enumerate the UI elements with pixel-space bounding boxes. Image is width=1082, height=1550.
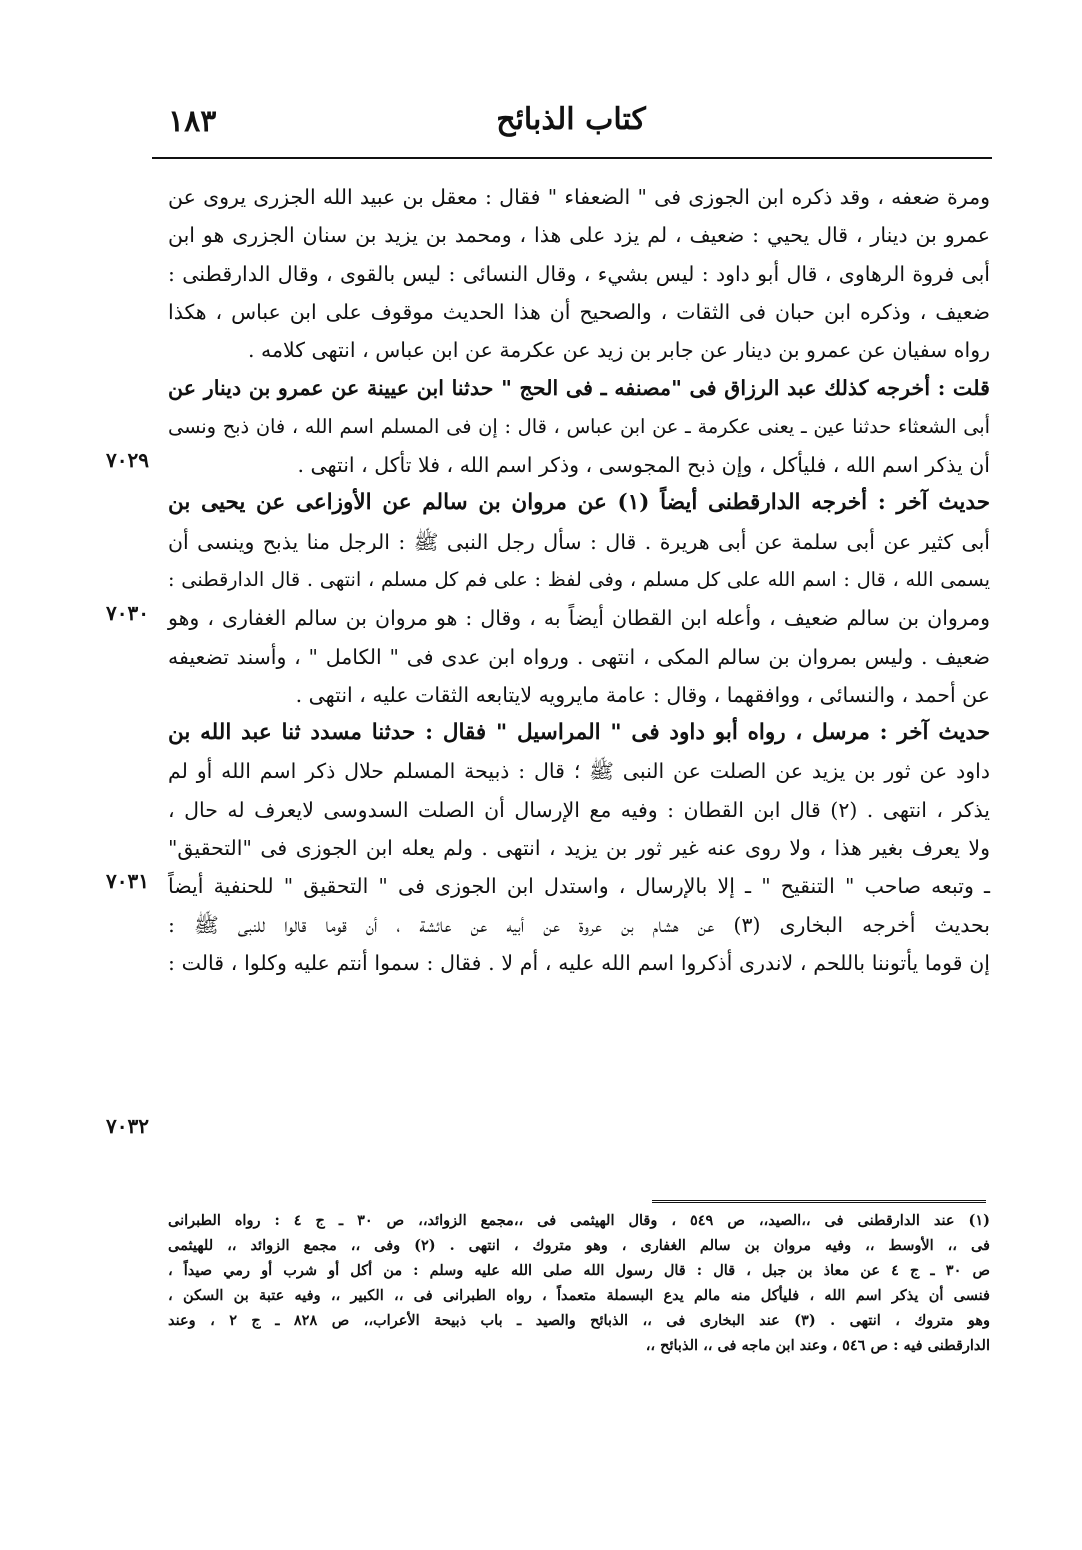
text-line: يسمى الله ، قال : اسم الله على كل مسلم ، وفى لفظ : على فم كل مسلم ، انتهى . قال الدارقطنى : bbox=[168, 567, 990, 591]
hadith-number: ٧٠٣٠ bbox=[106, 601, 149, 625]
footnote-line: فنسى أن يذكر اسم الله ، فليأكل منه مالم يدع البسملة متعمداً ، رواه الطبرانى فى ،، الكبير ،، وفيه عتبة بن السكن ، bbox=[168, 1287, 990, 1304]
text-line: حديث آخر : مرسل ، رواه أبو داود فى " المراسيل " فقال : حدثنا مسدد ثنا عبد الله بن bbox=[168, 720, 990, 746]
text-line: يذكر ، انتهى . (٢) قال ابن القطان : وفيه مع الإرسال أن الصلت السدوسى لايعرف له حال ، bbox=[168, 797, 991, 822]
text-line: رواه سفيان عن عمرو بن دينار عن جابر بن زيد عن عكرمة عن ابن عباس ، انتهى كلامه . bbox=[247, 338, 990, 363]
footnote-line: (١) عند الدارقطنى فى ،،الصيد،، ص ٥٤٩ ، وقال الهيثمى فى ،،مجمع الزوائد،، ص ٣٠ ـ ج ٤ : رواه الطبرانى bbox=[168, 1212, 991, 1229]
text-line: أبى الشعثاء حدثنا عين ـ يعنى عكرمة ـ عن ابن عباس ، قال : إن فى المسلم اسم الله ، فان ذبح ونسى bbox=[168, 414, 990, 438]
text-line: عمرو بن دينار ، قال يحيي : ضعيف ، لم يزد على هذا ، ومحمد بن يزيد بن سنان الجزرى هو ابن bbox=[168, 223, 990, 248]
text-line: حديث آخر : أخرجه الدارقطنى أيضاً (١) عن مروان بن سالم عن الأوزاعى عن يحيى بن bbox=[168, 490, 990, 516]
hadith-number: ٧٠٢٩ bbox=[106, 448, 149, 472]
text-line: أن يذكر اسم الله ، فليأكل ، وإن ذبح المجوسى ، وذكر اسم الله ، فلا تأكل ، انتهى . bbox=[297, 453, 990, 478]
footnote-line: ص ٣٠ ـ ج ٤ عن معاذ بن جبل ، قال : قال رسول الله صلى الله عليه وسلم : من أكل أو شرب أو رمي صيداً ، bbox=[168, 1262, 990, 1279]
text-line: أبى فروة الرهاوى ، قال أبو داود : ليس بشيء ، وقال النسائى : ليس بالقوى ، وقال الدارقطنى : bbox=[168, 261, 990, 286]
text-line: ومروان بن سالم ضعيف ، وأعله ابن القطان أيضاً به ، وقال : هو مروان بن سالم الغفارى ، وهو bbox=[168, 606, 990, 631]
text-line: ضعيف ، وذكره ابن حبان فى الثقات ، والصحيح أن هذا الحديث موقوف على ابن عباس ، هكذا bbox=[168, 299, 991, 324]
text-line: بحديث أخرجه البخارى (٣) عن هشام بن عروة عن أبيه عن عائشة ، أن قوما قالوا للنبى ﷺ : bbox=[168, 912, 990, 937]
page-number: ١٨٣ bbox=[168, 104, 217, 139]
hadith-number: ٧٠٣٢ bbox=[106, 1114, 149, 1138]
footnote-line: فى ،، الأوسط ،، وفيه مروان بن سالم الغفارى ، وهو متروك ، انتهى . (٢) وفى ،، مجمع الزوائد ،، للهيثمى bbox=[168, 1237, 990, 1254]
footnote-rule bbox=[652, 1200, 986, 1205]
footnote-line: وهو متروك ، انتهى . (٣) عند البخارى فى ،، الذبائح والصيد ـ باب ذبيحة الأعراب،، ص ٨٢٨ ـ ج ٢ ، وعند bbox=[168, 1312, 991, 1329]
text-line: ومرة ضعفه ، وقد ذكره ابن الجوزى فى " الضعفاء " فقال : معقل بن عبيد الله الجزرى يروى عن bbox=[168, 185, 990, 209]
text-line: ضعيف . وليس بمروان بن سالم المكى ، انتهى . ورواه ابن عدى فى " الكامل " ، وأسند تضعيفه bbox=[168, 644, 990, 669]
footnote-line: الدارقطنى فيه : ص ٥٤٦ ، وعند ابن ماجه فى ،، الذبائح ،، bbox=[645, 1337, 990, 1354]
text-line: ولا يعرف بغير هذا ، ولا روى عنه غير ثور بن يزيد ، انتهى . ولم يعله ابن الجوزى فى "التحقيق" bbox=[168, 836, 990, 861]
text-line: ـ وتبعه صاحب " التنقيح " ـ إلا بالإرسال ، واستدل ابن الجوزى فى " التحقيق " للحنفية أيضاً bbox=[168, 874, 990, 899]
footnotes bbox=[168, 1208, 990, 1358]
header-rule bbox=[152, 157, 992, 159]
page-header bbox=[150, 98, 992, 158]
text-line: أبى كثير عن أبى سلمة عن أبى هريرة . قال : سأل رجل النبى ﷺ : الرجل منا يذبح وينسى أن bbox=[168, 529, 990, 554]
text-line: عن أحمد ، والنسائى ، ووافقهما ، وقال : عامة مايرويه لايتابعه الثقات عليه ، انتهى . bbox=[295, 682, 990, 707]
text-line: قلت : أخرجه كذلك عبد الرزاق فى "مصنفه ـ فى الحج " حدثنا ابن عيينة عن عمرو بن دينار عن bbox=[168, 376, 990, 401]
main-text bbox=[168, 178, 990, 982]
hadith-number: ٧٠٣١ bbox=[106, 869, 149, 893]
running-title: كتاب الذبائح bbox=[496, 102, 646, 137]
text-line: داود عن ثور بن يزيد عن الصلت عن النبى ﷺ ؛ قال : ذبيحة المسلم حلال ذكر اسم الله أو لم bbox=[168, 759, 990, 784]
text-line: إن قوما يأتوننا باللحم ، لاندرى أذكروا اسم الله عليه ، أم لا . فقال : سموا أنتم عليه وكلوا ، قالت : bbox=[168, 950, 990, 975]
